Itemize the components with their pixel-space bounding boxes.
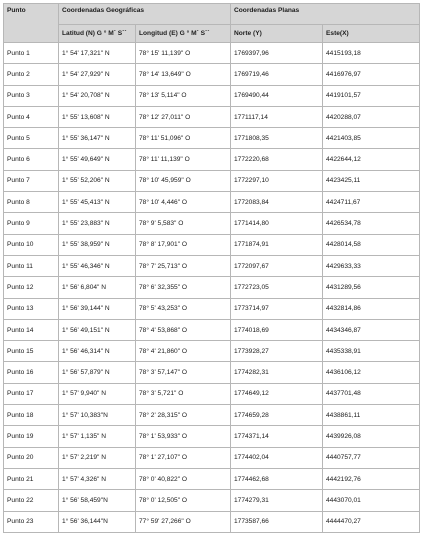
latitud-cell: 1° 55' 52,206" N: [59, 170, 136, 191]
norte-cell: 1771414,80: [231, 213, 323, 234]
este-cell: 4423425,11: [323, 170, 420, 191]
este-cell: 4439926,08: [323, 426, 420, 447]
table-row: [4, 85, 420, 106]
norte-cell: 1771117,14: [231, 106, 323, 127]
table-row: [4, 383, 420, 404]
punto-cell: Punto 15: [4, 341, 59, 362]
punto-cell: Punto 19: [4, 426, 59, 447]
table-row: [4, 447, 420, 468]
latitud-cell: 1° 56' 36,144"N: [59, 511, 136, 532]
longitud-cell: 78° 10' 45,959" O: [136, 170, 231, 191]
este-cell: 4428014,58: [323, 234, 420, 255]
punto-cell: Punto 23: [4, 511, 59, 532]
norte-cell: 1774649,12: [231, 383, 323, 404]
longitud-cell: 78° 11' 11,139" O: [136, 149, 231, 170]
table-row: [4, 426, 420, 447]
norte-cell: 1771808,35: [231, 128, 323, 149]
norte-cell: 1774279,31: [231, 490, 323, 511]
punto-cell: Punto 3: [4, 85, 59, 106]
este-cell: 4432814,86: [323, 298, 420, 319]
table-row: [4, 298, 420, 319]
este-cell: 4420288,07: [323, 106, 420, 127]
punto-cell: Punto 22: [4, 490, 59, 511]
table-row: [4, 490, 420, 511]
norte-cell: 1774462,68: [231, 468, 323, 489]
norte-cell: 1772220,68: [231, 149, 323, 170]
norte-cell: 1774018,69: [231, 319, 323, 340]
longitud-cell: 78° 11' 51,096" O: [136, 128, 231, 149]
latitud-cell: 1° 57' 2,219" N: [59, 447, 136, 468]
longitud-cell: 78° 0' 12,505" O: [136, 490, 231, 511]
este-cell: 4422644,12: [323, 149, 420, 170]
punto-cell: Punto 10: [4, 234, 59, 255]
header-este: Este(X): [323, 25, 420, 43]
norte-cell: 1769397,96: [231, 43, 323, 64]
latitud-cell: 1° 57' 1,135" N: [59, 426, 136, 447]
latitud-cell: 1° 56' 57,879" N: [59, 362, 136, 383]
norte-cell: 1772297,10: [231, 170, 323, 191]
este-cell: 4431289,56: [323, 277, 420, 298]
latitud-cell: 1° 56' 49,151" N: [59, 319, 136, 340]
longitud-cell: 78° 5' 43,253" O: [136, 298, 231, 319]
table-row: [4, 255, 420, 276]
latitud-cell: 1° 57' 10,383"N: [59, 405, 136, 426]
longitud-cell: 78° 6' 32,355" O: [136, 277, 231, 298]
longitud-cell: 78° 9' 5,583" O: [136, 213, 231, 234]
longitud-cell: 78° 3' 57,147" O: [136, 362, 231, 383]
norte-cell: 1772083,84: [231, 192, 323, 213]
table-header: [4, 4, 420, 43]
latitud-cell: 1° 55' 49,649" N: [59, 149, 136, 170]
longitud-cell: 78° 1' 53,933" O: [136, 426, 231, 447]
header-geo-group: Coordenadas Geográficas: [59, 4, 231, 25]
este-cell: 4438861,11: [323, 405, 420, 426]
este-cell: 4434346,87: [323, 319, 420, 340]
latitud-cell: 1° 57' 9,940" N: [59, 383, 136, 404]
norte-cell: 1774659,28: [231, 405, 323, 426]
punto-cell: Punto 18: [4, 405, 59, 426]
longitud-cell: 78° 2' 28,315" O: [136, 405, 231, 426]
longitud-cell: 78° 10' 4,446" O: [136, 192, 231, 213]
table-row: [4, 149, 420, 170]
table-row: [4, 106, 420, 127]
norte-cell: 1773714,97: [231, 298, 323, 319]
table-row: [4, 128, 420, 149]
table-row: [4, 511, 420, 532]
norte-cell: 1774282,31: [231, 362, 323, 383]
punto-cell: Punto 8: [4, 192, 59, 213]
punto-cell: Punto 13: [4, 298, 59, 319]
latitud-cell: 1° 56' 58,459"N: [59, 490, 136, 511]
punto-cell: Punto 9: [4, 213, 59, 234]
table-row: [4, 405, 420, 426]
norte-cell: 1771874,91: [231, 234, 323, 255]
longitud-cell: 78° 7' 25,713" O: [136, 255, 231, 276]
longitud-cell: 78° 3' 5,721" O: [136, 383, 231, 404]
norte-cell: 1773587,66: [231, 511, 323, 532]
latitud-cell: 1° 54' 20,708" N: [59, 85, 136, 106]
norte-cell: 1769490,44: [231, 85, 323, 106]
este-cell: 4437701,48: [323, 383, 420, 404]
punto-cell: Punto 11: [4, 255, 59, 276]
norte-cell: 1773928,27: [231, 341, 323, 362]
header-norte: Norte (Y): [231, 25, 323, 43]
latitud-cell: 1° 54' 17,321" N: [59, 43, 136, 64]
longitud-cell: 78° 12' 27,011" O: [136, 106, 231, 127]
punto-cell: Punto 7: [4, 170, 59, 191]
punto-cell: Punto 16: [4, 362, 59, 383]
longitud-cell: 78° 0' 40,822" O: [136, 468, 231, 489]
punto-cell: Punto 4: [4, 106, 59, 127]
coordinates-table: [3, 3, 420, 533]
header-punto: Punto: [4, 4, 59, 43]
este-cell: 4424711,67: [323, 192, 420, 213]
punto-cell: Punto 17: [4, 383, 59, 404]
longitud-cell: 78° 13' 5,114" O: [136, 85, 231, 106]
este-cell: 4435338,91: [323, 341, 420, 362]
header-planas-group: Coordenadas Planas: [231, 4, 420, 25]
table-row: [4, 43, 420, 64]
latitud-cell: 1° 55' 36,147" N: [59, 128, 136, 149]
punto-cell: Punto 5: [4, 128, 59, 149]
latitud-cell: 1° 55' 38,959" N: [59, 234, 136, 255]
este-cell: 4440757,77: [323, 447, 420, 468]
table-row: [4, 64, 420, 85]
este-cell: 4443070,01: [323, 490, 420, 511]
norte-cell: 1774402,04: [231, 447, 323, 468]
norte-cell: 1774371,14: [231, 426, 323, 447]
table-row: [4, 341, 420, 362]
longitud-cell: 78° 14' 13,649" O: [136, 64, 231, 85]
punto-cell: Punto 1: [4, 43, 59, 64]
norte-cell: 1772723,05: [231, 277, 323, 298]
latitud-cell: 1° 55' 23,883" N: [59, 213, 136, 234]
este-cell: 4429633,33: [323, 255, 420, 276]
longitud-cell: 78° 4' 21,860" O: [136, 341, 231, 362]
latitud-cell: 1° 55' 45,413" N: [59, 192, 136, 213]
latitud-cell: 1° 56' 46,314" N: [59, 341, 136, 362]
longitud-cell: 78° 8' 17,901" O: [136, 234, 231, 255]
coordinates-table-container: [3, 3, 419, 533]
latitud-cell: 1° 54' 27,929" N: [59, 64, 136, 85]
table-row: [4, 319, 420, 340]
latitud-cell: 1° 56' 39,144" N: [59, 298, 136, 319]
este-cell: 4416976,97: [323, 64, 420, 85]
header-latitud: Latitud (N) G ° M´ S´´: [59, 25, 136, 43]
este-cell: 4426534,78: [323, 213, 420, 234]
este-cell: 4421403,85: [323, 128, 420, 149]
este-cell: 4436106,12: [323, 362, 420, 383]
table-row: [4, 362, 420, 383]
este-cell: 4442192,76: [323, 468, 420, 489]
header-longitud: Longitud (E) G ° M´ S´´: [136, 25, 231, 43]
table-row: [4, 192, 420, 213]
latitud-cell: 1° 57' 4,326" N: [59, 468, 136, 489]
este-cell: 4419101,57: [323, 85, 420, 106]
longitud-cell: 77° 59' 27,266" O: [136, 511, 231, 532]
longitud-cell: 78° 4' 53,868" O: [136, 319, 231, 340]
longitud-cell: 78° 15' 11,139" O: [136, 43, 231, 64]
punto-cell: Punto 6: [4, 149, 59, 170]
punto-cell: Punto 14: [4, 319, 59, 340]
table-row: [4, 170, 420, 191]
table-row: [4, 213, 420, 234]
este-cell: 4415193,18: [323, 43, 420, 64]
header-row-groups: [4, 4, 420, 25]
norte-cell: 1769719,46: [231, 64, 323, 85]
este-cell: 4444470,27: [323, 511, 420, 532]
latitud-cell: 1° 55' 13,608" N: [59, 106, 136, 127]
punto-cell: Punto 21: [4, 468, 59, 489]
table-row: [4, 234, 420, 255]
latitud-cell: 1° 56' 6,804" N: [59, 277, 136, 298]
header-row-columns: [4, 25, 420, 43]
table-body: [4, 43, 420, 533]
table-row: [4, 468, 420, 489]
table-row: [4, 277, 420, 298]
longitud-cell: 78° 1' 27,107" O: [136, 447, 231, 468]
punto-cell: Punto 2: [4, 64, 59, 85]
punto-cell: Punto 12: [4, 277, 59, 298]
norte-cell: 1772097,67: [231, 255, 323, 276]
punto-cell: Punto 20: [4, 447, 59, 468]
latitud-cell: 1° 55' 46,346" N: [59, 255, 136, 276]
